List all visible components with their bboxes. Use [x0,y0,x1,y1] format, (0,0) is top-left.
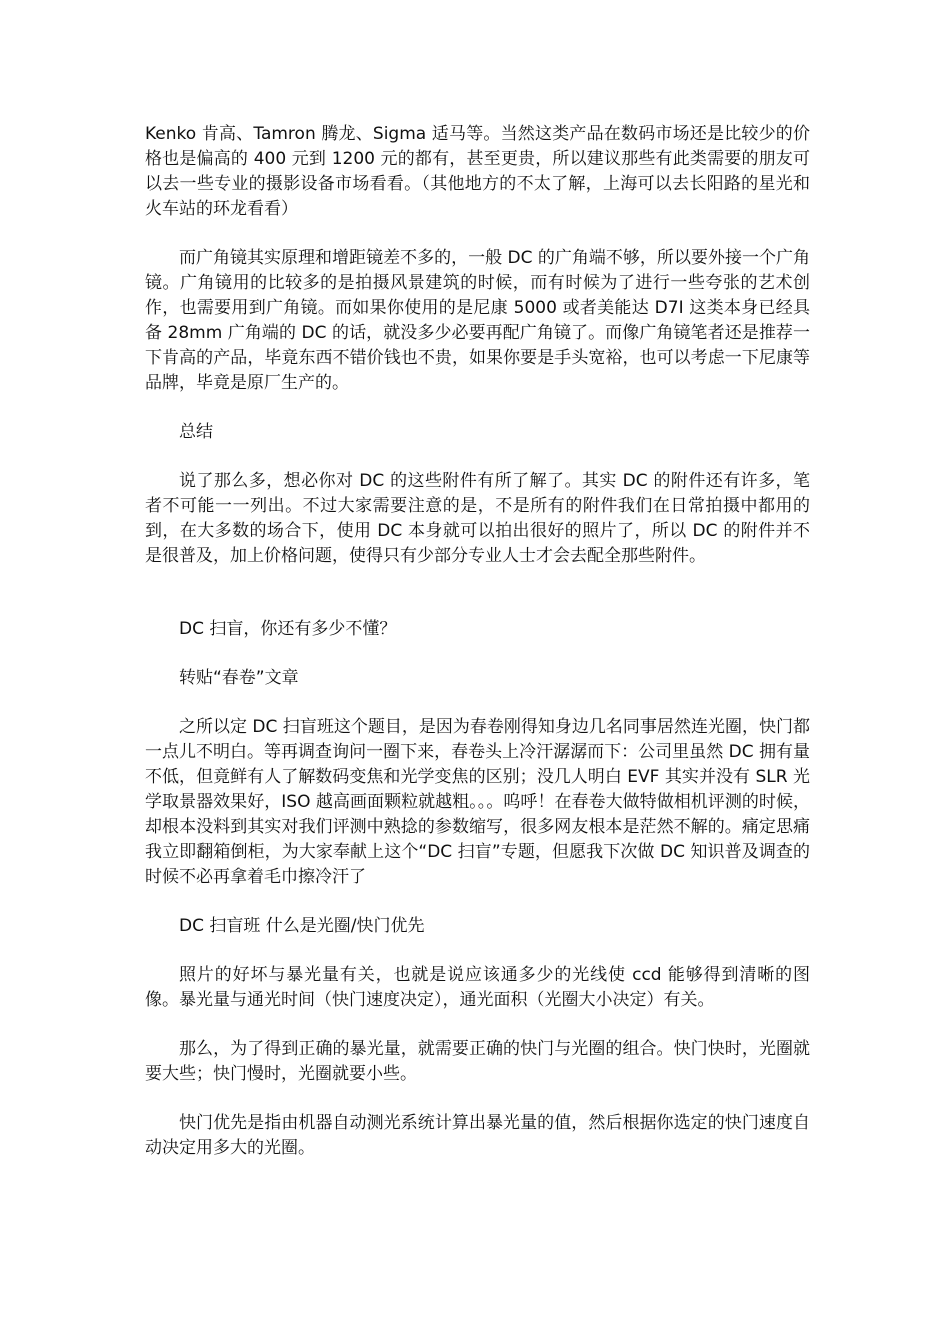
document-body [145,122,810,1161]
paragraph-intro: 之所以定 DC 扫盲班这个题目，是因为春卷刚得知身边几名同事居然连光圈，快门都一点儿不明白。等再调查询问一圈下来，春卷头上冷汗潺潺而下：公司里虽然 DC 拥有量不低，但竟鲜有人了解数码变焦和光学变焦的区别；没几人明白 EVF 其实并没有 SLR 光学取景器效果好，ISO 越高画面颗粒就越粗。。。呜呼！在春卷大做特做相机评测的时候，却根本没料到其实对我们评测中熟捻的参数缩写，很多网友根本是茫然不解的。痛定思痛我立即翻箱倒柜，为大家奉献上这个“DC 扫盲”专题，但愿我下次做 DC 知识普及调查的时候不必再拿着毛巾擦冷汗了 [145,717,810,887]
paragraph-lens-brands: Kenko 肯高、Tamron 腾龙、Sigma 适马等。当然这类产品在数码市场还是比较少的价格也是偏高的 400 元到 1200 元的都有，甚至更贵，所以建议那些有此类需要的朋友可以去一些专业的摄影设备市场看看。（其他地方的不太了解，上海可以去长阳路的星光和火车站的环龙看看） [145,124,810,219]
paragraph-exposure: 照片的好坏与暴光量有关，也就是说应该通多少的光线使 ccd 能够得到清晰的图像。暴光量与通光时间（快门速度决定），通光面积（光圈大小决定）有关。 [145,965,810,1010]
section-heading-summary: 总结 [179,422,213,442]
section-heading-aperture-shutter: DC 扫盲班 什么是光圈/快门优先 [179,916,425,936]
paragraph-wide-angle-lens: 而广角镜其实原理和增距镜差不多的，一般 DC 的广角端不够，所以要外接一个广角镜。广角镜用的比较多的是拍摄风景建筑的时候，而有时候为了进行一些夸张的艺术创作，也需要用到广角镜。而如果你使用的是尼康 5000 或者美能达 D7I 这类本身已经具备 28mm 广角端的 DC 的话，就没多少必要再配广角镜了。而像广角镜笔者还是推荐一下肯高的产品，毕竟东西不错价钱也不贵，如果你要是手头宽裕，也可以考虑一下尼康等品牌，毕竟是原厂生产的。 [145,248,810,393]
paragraph-shutter-priority: 快门优先是指由机器自动测光系统计算出暴光量的值，然后根据你选定的快门速度自动决定用多大的光圈。 [145,1113,810,1158]
paragraph-combination: 那么，为了得到正确的暴光量，就需要正确的快门与光圈的组合。快门快时，光圈就要大些；快门慢时，光圈就要小些。 [145,1039,810,1084]
article-title: DC 扫盲，你还有多少不懂？ [179,619,397,639]
repost-note: 转贴“春卷”文章 [179,668,299,688]
paragraph-summary: 说了那么多，想必你对 DC 的这些附件有所了解了。其实 DC 的附件还有许多，笔者不可能一一列出。不过大家需要注意的是，不是所有的附件我们在日常拍摄中都用的到，在大多数的场合下，使用 DC 本身就可以拍出很好的照片了，所以 DC 的附件并不是很普及，加上价格问题，使得只有少部分专业人士才会去配全那些附件。 [145,471,810,566]
